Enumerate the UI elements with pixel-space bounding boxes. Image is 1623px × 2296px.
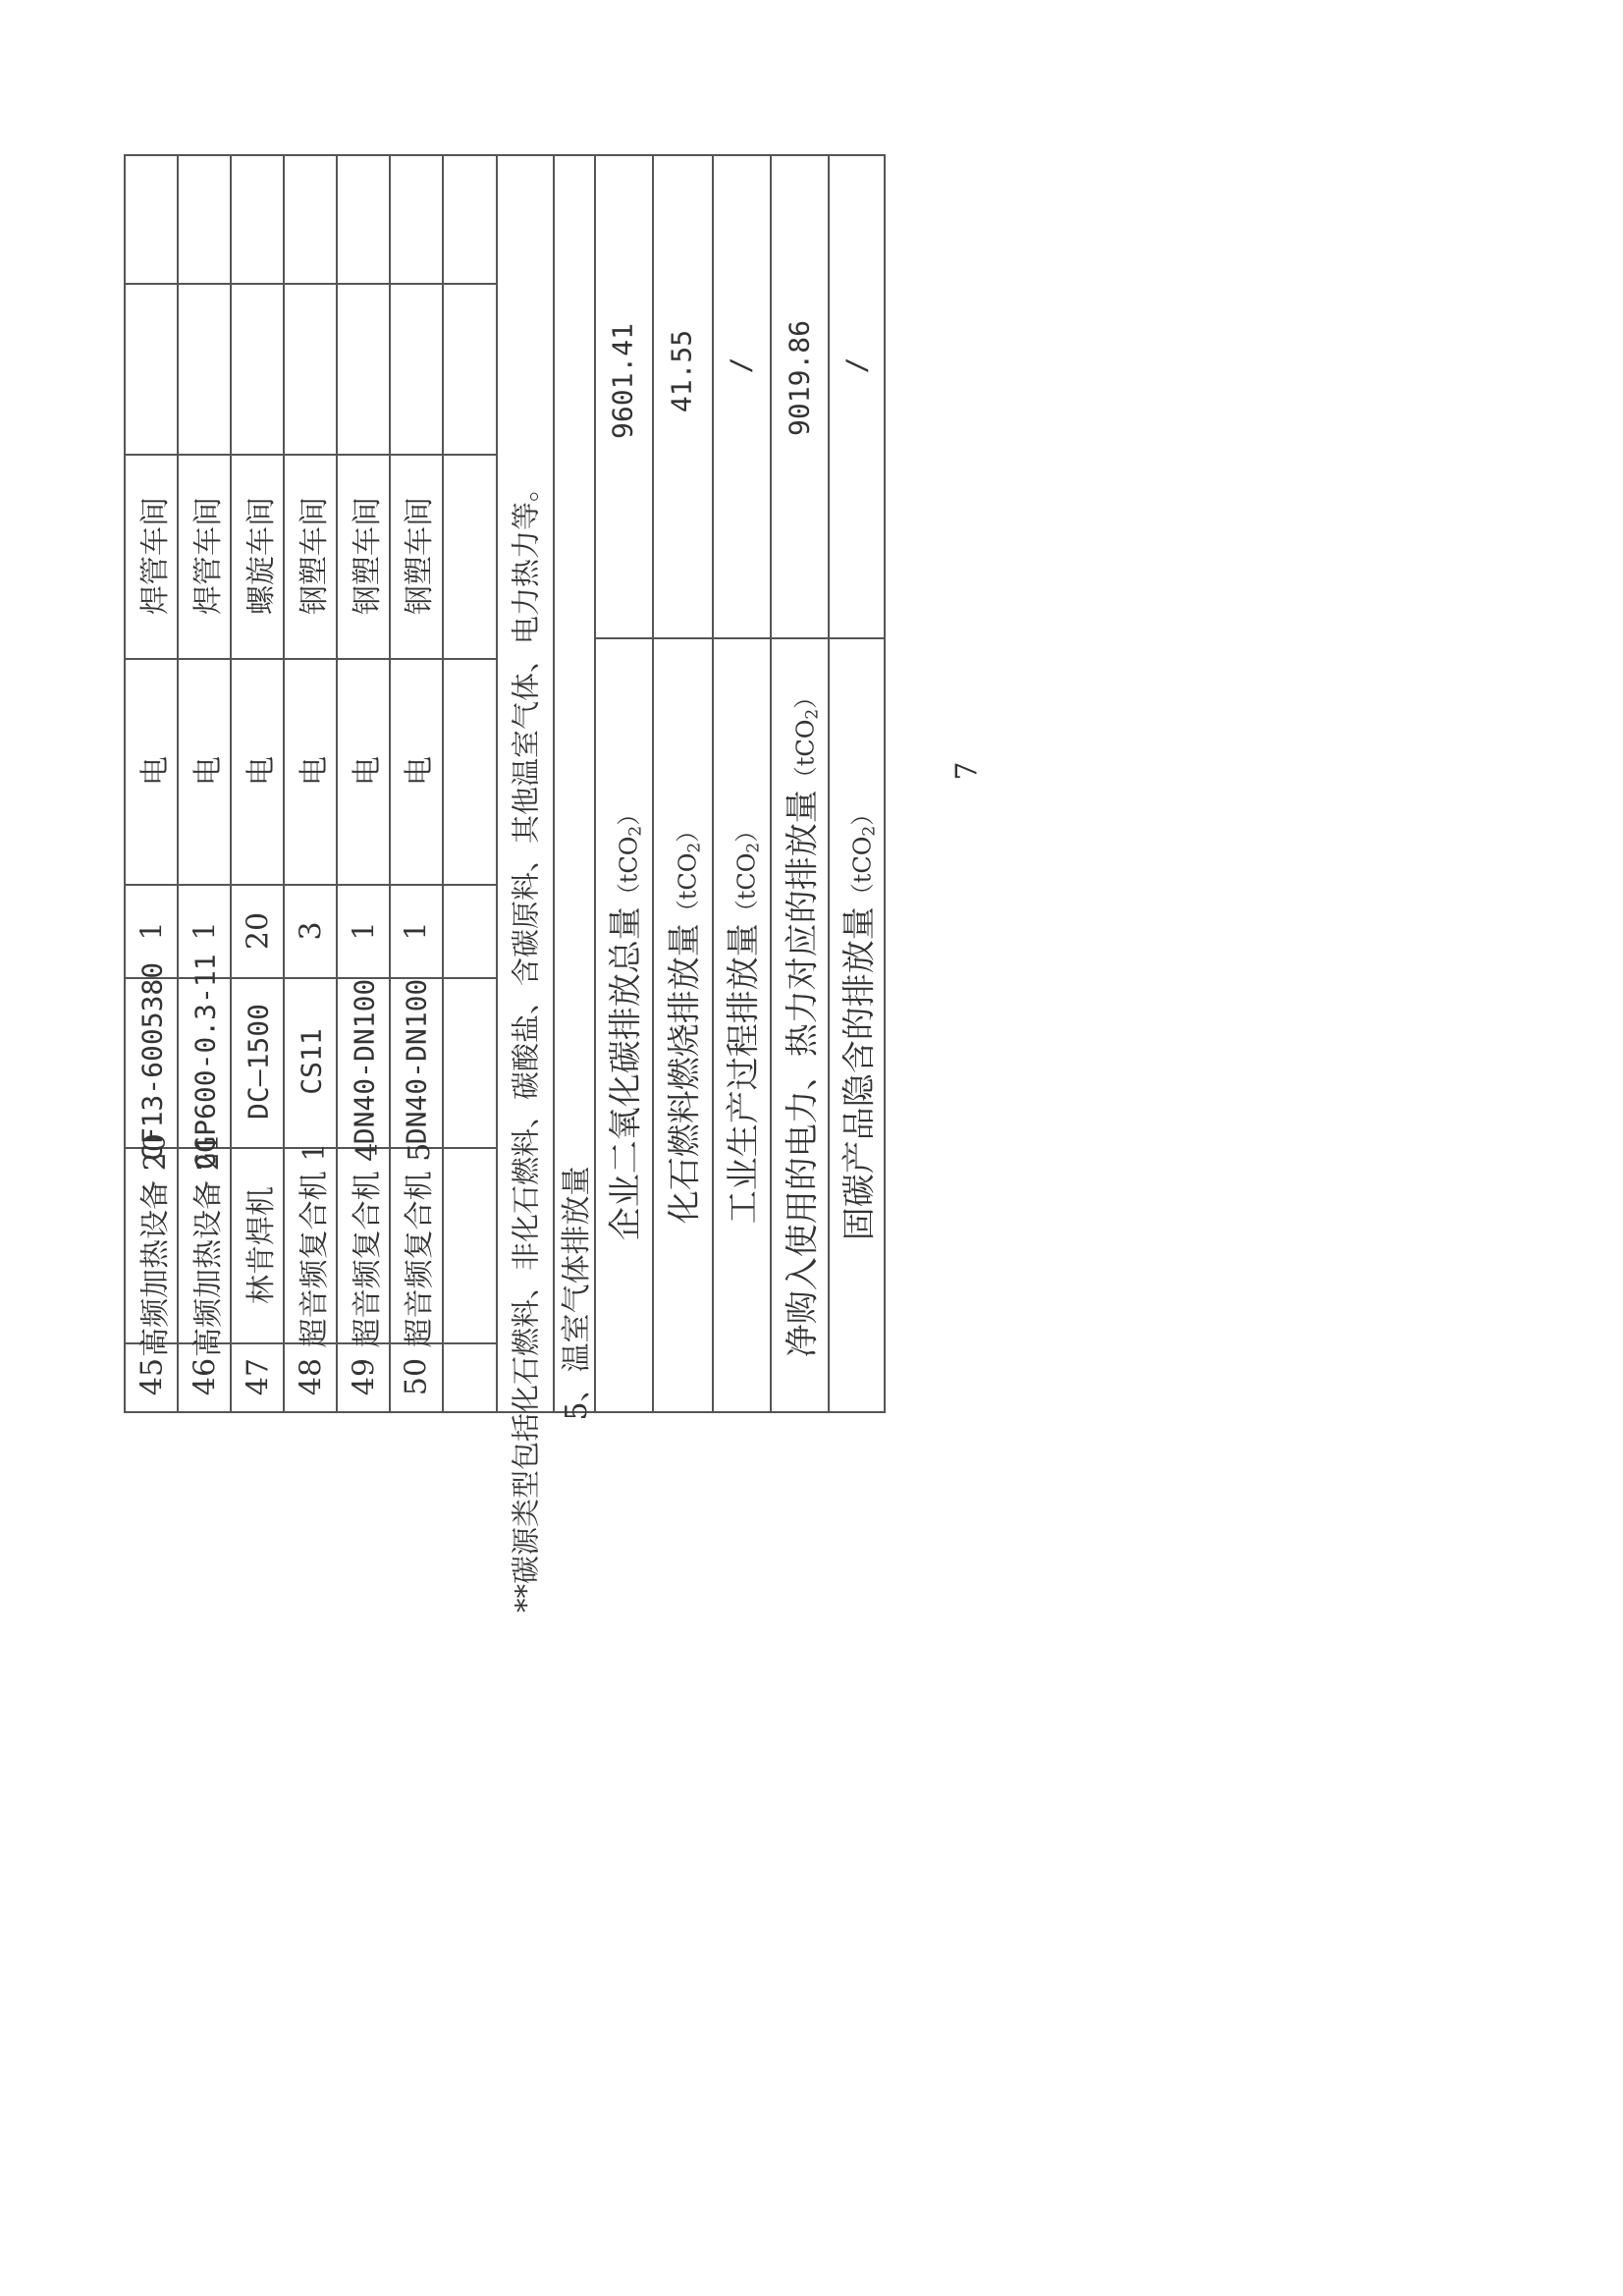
- cell-qty: 20: [241, 911, 276, 951]
- row-divider: [230, 154, 232, 1413]
- cell-energy: 电: [403, 756, 437, 786]
- cell-model: GGP600-0.3-11: [189, 954, 222, 1170]
- row-divider: [177, 154, 179, 1413]
- cell-model: CF13-6005380: [135, 961, 169, 1162]
- emission-label: 固碳产品隐含的排放量（tCO$_2$）: [839, 801, 880, 1241]
- emission-label: 企业二氧化碳排放总量（tCO$_2$）: [606, 801, 646, 1241]
- col-divider: [124, 283, 498, 285]
- cell-no: 50: [399, 1357, 434, 1396]
- cell-qty: 1: [399, 921, 434, 941]
- cell-energy: 电: [244, 756, 279, 786]
- cell-workshop: 钢塑车间: [351, 497, 385, 615]
- cell-workshop: 焊管车间: [191, 497, 226, 615]
- cell-name: 高频加热设备 21: [191, 1133, 226, 1357]
- col-divider: [124, 977, 498, 979]
- cell-model: DN40-DN100: [348, 978, 381, 1145]
- col-divider: [124, 658, 498, 660]
- row-divider: [770, 154, 772, 1413]
- cell-energy: 电: [191, 756, 226, 786]
- row-divider: [283, 154, 285, 1413]
- cell-qty: 1: [347, 921, 382, 941]
- carbon-source-note: **碳源类型包括化石燃料、非化石燃料、碳酸盐、含碳原料、其他温室气体、电力热力等。: [509, 472, 543, 1613]
- cell-name: 高频加热设备 20: [138, 1133, 173, 1357]
- cell-workshop: 钢塑车间: [403, 497, 437, 615]
- cell-name: 超音频复合机 4: [351, 1142, 385, 1348]
- cell-workshop: 焊管车间: [138, 497, 173, 615]
- cell-name: 林肯焊机: [244, 1186, 279, 1304]
- cell-qty: 1: [188, 921, 223, 941]
- row-divider: [712, 154, 714, 1413]
- cell-energy: 电: [351, 756, 385, 786]
- cell-workshop: 螺旋车间: [244, 497, 279, 615]
- section-title: 5、温室气体排放量: [560, 1166, 594, 1421]
- cell-no: 48: [294, 1357, 329, 1396]
- cell-energy: 电: [298, 756, 332, 786]
- cell-energy: 电: [138, 756, 173, 786]
- emission-label: 工业生产过程排放量（tCO$_2$）: [724, 818, 764, 1225]
- col-divider: [124, 884, 498, 886]
- cell-model: DN40-DN100: [400, 978, 433, 1145]
- cell-name: 超音频复合机 5: [403, 1142, 437, 1348]
- cell-workshop: 钢塑车间: [298, 497, 332, 615]
- cell-qty: 1: [135, 921, 170, 941]
- row-divider: [652, 154, 654, 1413]
- emission-value: 9601.41: [606, 322, 639, 440]
- cell-qty: 3: [294, 921, 329, 941]
- table-border-left: [124, 154, 126, 1413]
- cell-no: 49: [347, 1357, 382, 1396]
- cell-no: 46: [188, 1357, 223, 1396]
- emission-label: 净购入使用的电力、热力对应的排放量（tCO$_2$）: [783, 684, 823, 1358]
- cell-no: 45: [135, 1357, 170, 1396]
- emission-value: /: [724, 356, 757, 374]
- row-divider: [389, 154, 391, 1413]
- cell-no: 47: [241, 1357, 276, 1396]
- table-border-right: [884, 154, 886, 1413]
- emission-value: 41.55: [665, 329, 698, 413]
- row-divider: [828, 154, 830, 1413]
- row-divider: [496, 154, 498, 1413]
- emission-value: /: [839, 356, 873, 374]
- cell-name: 超音频复合机 1: [298, 1142, 332, 1348]
- row-divider: [336, 154, 338, 1413]
- col-divider: [124, 454, 498, 456]
- page-number: 7: [949, 761, 985, 781]
- cell-model: CS11: [295, 1028, 328, 1095]
- emission-value: 9019.86: [783, 319, 816, 437]
- emission-label: 化石燃料燃烧排放量（tCO$_2$）: [665, 818, 705, 1225]
- col-divider: [594, 637, 886, 639]
- row-divider: [442, 154, 444, 1413]
- cell-model: DC—1500: [242, 1003, 275, 1121]
